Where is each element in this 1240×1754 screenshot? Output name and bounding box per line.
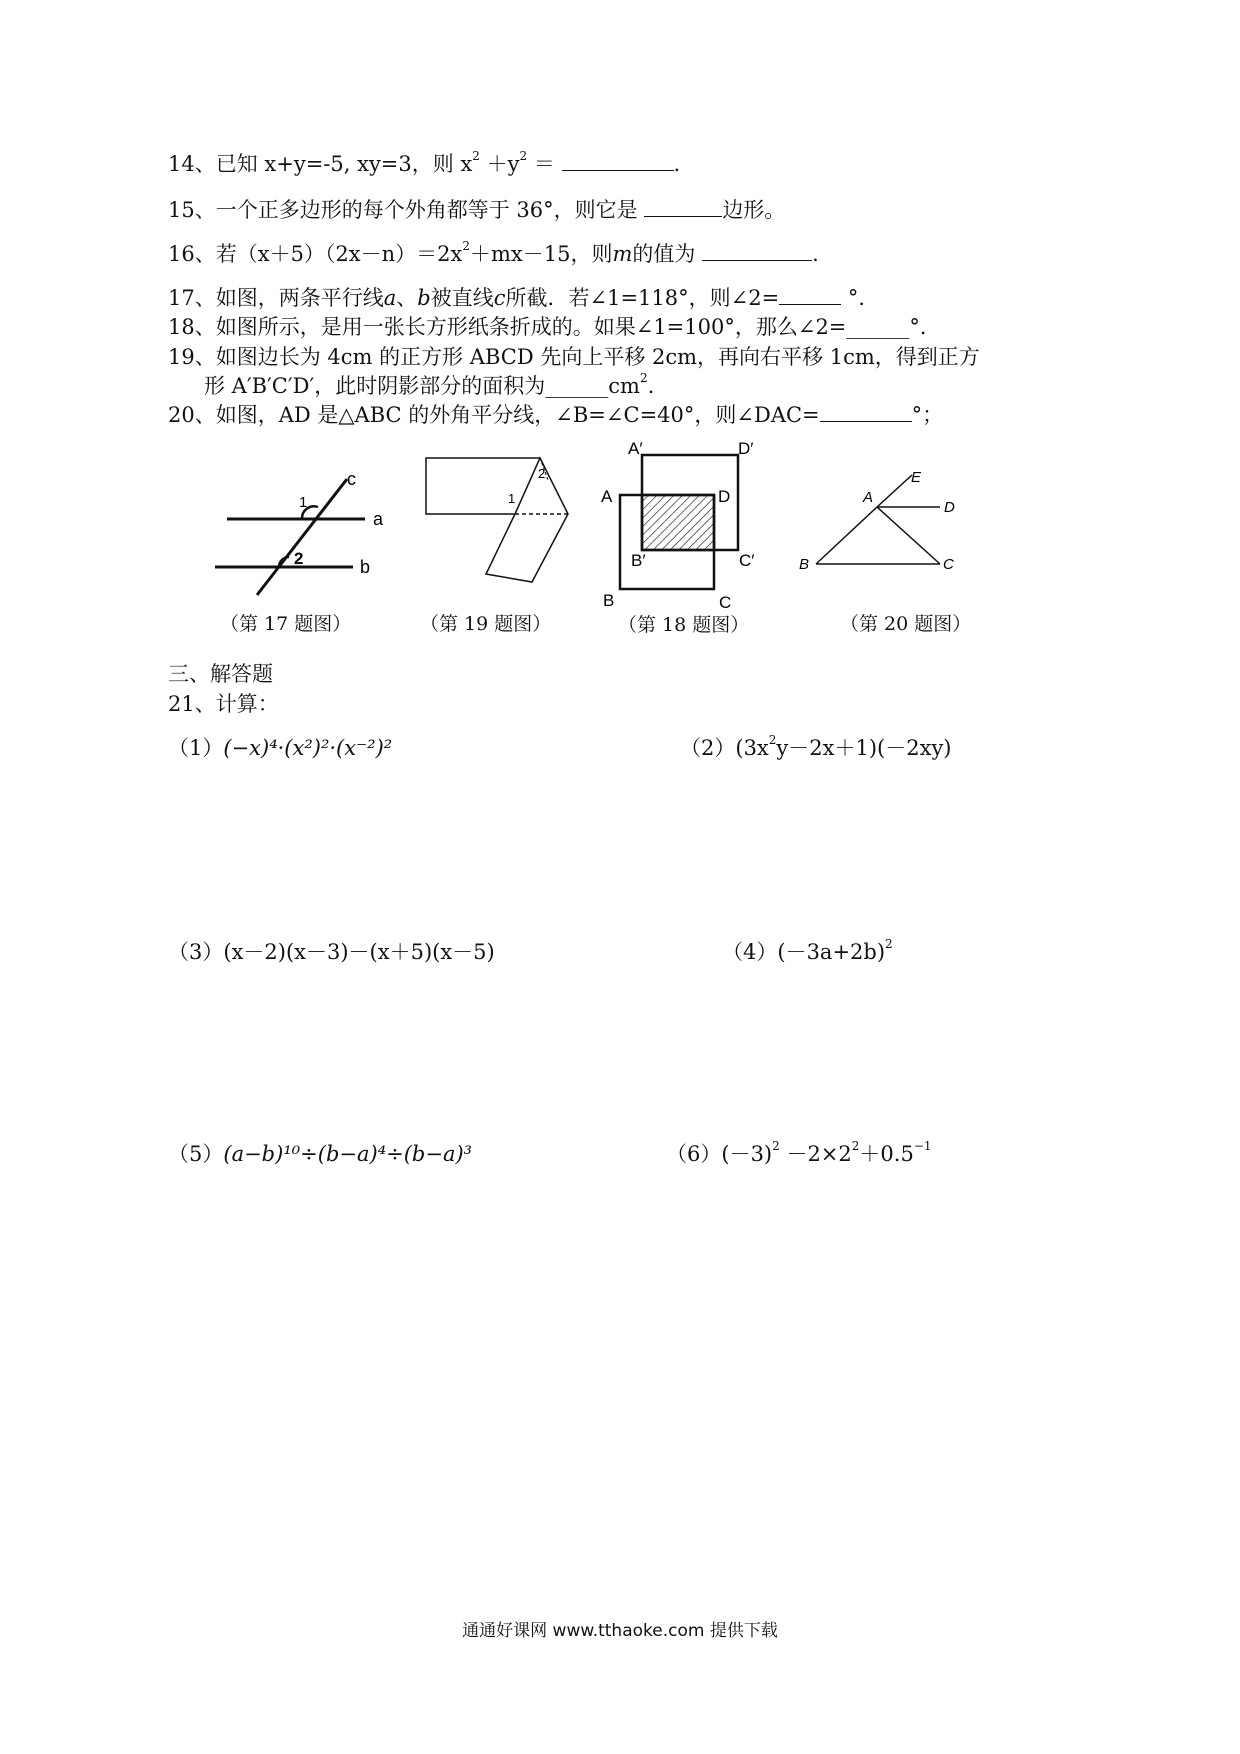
- label-b: b: [360, 557, 371, 577]
- page-footer: 通通好课网 www.tthaoke.com 提供下载: [462, 1621, 778, 1641]
- label-C: C: [943, 556, 954, 573]
- label-D: D: [944, 499, 955, 516]
- question-17: 17、如图，两条平行线a、b被直线c所截．若∠1=118°，则∠2= °．: [168, 286, 880, 310]
- figure-19-caption: （第 19 题图）: [420, 613, 552, 635]
- label-a: a: [373, 509, 384, 529]
- label-B-prime: B′: [631, 551, 646, 570]
- question-18: 18、如图所示，是用一张长方形纸条折成的。如果∠1=100°，那么∠2=______°．: [168, 315, 941, 339]
- figure-18-translated-squares: [595, 438, 795, 614]
- label-A-prime: A′: [628, 439, 643, 458]
- label-2: 2: [538, 466, 546, 481]
- label-C-prime: C′: [739, 551, 755, 570]
- strip-folded-part: [486, 458, 568, 582]
- label-D: D: [718, 487, 731, 506]
- strip-top-part: [426, 458, 540, 514]
- question-19-line-2: 形 A′B′C′D′，此时阴影部分的面积为$\_\_\_\_\_\_cm^2$.: [204, 371, 655, 398]
- answer-blank: [820, 401, 912, 422]
- label-c: c: [347, 469, 356, 489]
- question-21: 21、计算：: [168, 692, 279, 716]
- question-20: 20、如图，AD 是△ABC 的外角平分线，∠B=∠C=40°，则∠DAC= °；: [168, 403, 944, 427]
- label-E: E: [911, 469, 922, 486]
- label-A: A: [863, 489, 874, 506]
- calc-2: $(2)(3x^2y-2x+1)(-2xy)$: [680, 733, 952, 760]
- label-B: B: [603, 591, 615, 610]
- question-14: 14、已知 x+y=-5, xy=3，则 $x^2 +y^2$ ＝ .: [168, 149, 681, 176]
- label-1: 1: [299, 494, 308, 511]
- question-19-line-1: 19、如图边长为 4cm 的正方形 ABCD 先向上平移 2cm，再向右平移 1cm，得到正方: [168, 345, 980, 369]
- figure-17-parallel-lines: [205, 465, 395, 615]
- label-C: C: [719, 593, 732, 612]
- label-D-prime: D′: [738, 439, 754, 458]
- calc-3: （3）(x－2)(x－3)－(x＋5)(x－5): [168, 940, 495, 964]
- figure-18-caption: （第 18 题图）: [618, 614, 750, 636]
- answer-blank: [562, 150, 674, 171]
- label-B: B: [799, 556, 810, 573]
- label-2: 2: [294, 549, 304, 568]
- label-A: A: [601, 487, 613, 506]
- figure-19-folded-strip: [420, 450, 590, 610]
- figure-20-triangle: [790, 460, 980, 590]
- calc-6: $(6)(-3)^2 -2\times 2^2+0.5^{-1}$: [666, 1139, 932, 1166]
- section-title: 三、解答题: [168, 662, 273, 686]
- calc-1: （1）(−x)⁴·(x²)²·(x⁻²)²: [168, 736, 393, 760]
- side-AC: [877, 507, 940, 564]
- answer-blank: [702, 240, 812, 261]
- label-1: 1: [508, 491, 516, 506]
- question-16: 16、若$(x+5)(2x-n)=2x^2+mx-15$，则m的值为 .: [168, 239, 819, 266]
- calc-4: $(4)(-3a+2b)^2$: [722, 937, 893, 964]
- answer-blank: [779, 284, 841, 305]
- calc-5: （5）(a−b)¹⁰÷(b−a)⁴÷(b−a)³: [168, 1142, 473, 1166]
- extension-AE: [877, 475, 912, 507]
- figure-17-caption: （第 17 题图）: [220, 613, 352, 635]
- answer-blank: [644, 196, 722, 217]
- shaded-overlap: [642, 495, 714, 550]
- question-15: 15、一个正多边形的每个外角都等于 36°，则它是 边形。: [168, 198, 786, 222]
- figure-20-caption: （第 20 题图）: [840, 613, 972, 635]
- side-BA: [816, 507, 877, 564]
